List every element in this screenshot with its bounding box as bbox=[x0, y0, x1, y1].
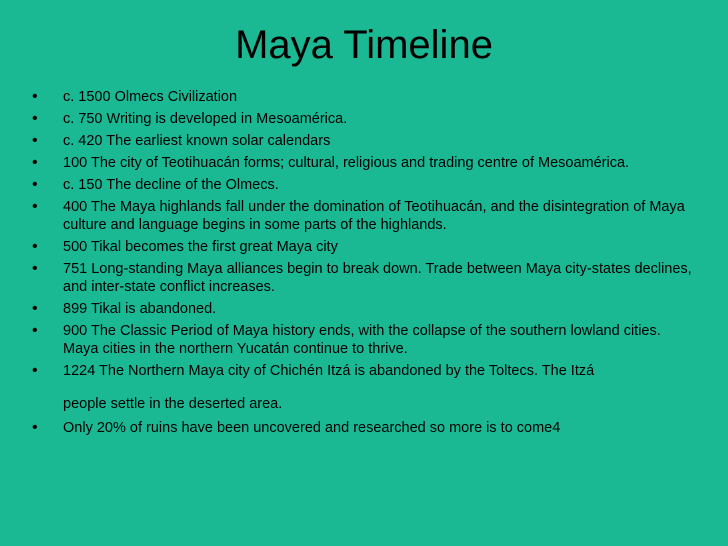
list-item-text: c. 1500 Olmecs Civilization bbox=[63, 89, 238, 105]
list-item bbox=[32, 154, 692, 172]
bullet-icon: • bbox=[32, 176, 38, 193]
list-item bbox=[32, 176, 692, 194]
bullet-icon: • bbox=[32, 362, 38, 379]
bullet-icon: • bbox=[32, 154, 38, 171]
bullet-icon: • bbox=[32, 110, 38, 127]
list-item-text: 899 Tikal is abandoned. bbox=[63, 301, 217, 317]
bullet-icon: • bbox=[32, 238, 38, 255]
bullet-icon: • bbox=[32, 88, 38, 105]
list-item-text: 500 Tikal becomes the first great Maya city bbox=[63, 239, 338, 255]
slide-title: Maya Timeline bbox=[235, 23, 493, 67]
list-item-text: c. 150 The decline of the Olmecs. bbox=[63, 177, 279, 193]
list-item-text: 751 Long-standing Maya alliances begin to break down. Trade between Maya city-states declines, and inter-state conflict increases. bbox=[63, 261, 692, 295]
list-item-text: 400 The Maya highlands fall under the domination of Teotihuacán, and the disintegration of Maya culture and language begins in some parts of the highlands. bbox=[63, 199, 685, 233]
list-item bbox=[32, 88, 692, 106]
bullet-icon: • bbox=[32, 132, 38, 149]
list-item-text: c. 420 The earliest known solar calendars bbox=[63, 133, 331, 149]
bullet-icon: • bbox=[32, 322, 38, 339]
list-item-text: 1224 The Northern Maya city of Chichén Itzá is abandoned by the Toltecs. The Itzá bbox=[63, 363, 595, 379]
list-item bbox=[32, 132, 692, 150]
list-item bbox=[32, 110, 692, 128]
list-item-text: c. 750 Writing is developed in Mesoamérica. bbox=[63, 111, 348, 127]
timeline-list bbox=[32, 88, 692, 441]
list-item bbox=[32, 198, 692, 234]
bullet-icon: • bbox=[32, 260, 38, 277]
list-item-text: Only 20% of ruins have been uncovered and researched so more is to come4 bbox=[63, 420, 561, 436]
bullet-icon: • bbox=[32, 300, 38, 317]
bullet-icon: • bbox=[32, 419, 38, 436]
list-item bbox=[32, 238, 692, 256]
list-item bbox=[32, 322, 692, 358]
list-item-continuation: people settle in the deserted area. bbox=[63, 396, 283, 412]
list-item-text: 900 The Classic Period of Maya history ends, with the collapse of the southern lowland cities. Maya cities in the northern Yucatán continue to thrive. bbox=[63, 323, 661, 357]
list-item bbox=[32, 300, 692, 318]
list-item bbox=[32, 260, 692, 296]
list-item bbox=[32, 419, 692, 437]
list-item bbox=[32, 362, 692, 413]
bullet-icon: • bbox=[32, 198, 38, 215]
list-item-text: 100 The city of Teotihuacán forms; cultural, religious and trading centre of Mesoamérica. bbox=[63, 155, 630, 171]
